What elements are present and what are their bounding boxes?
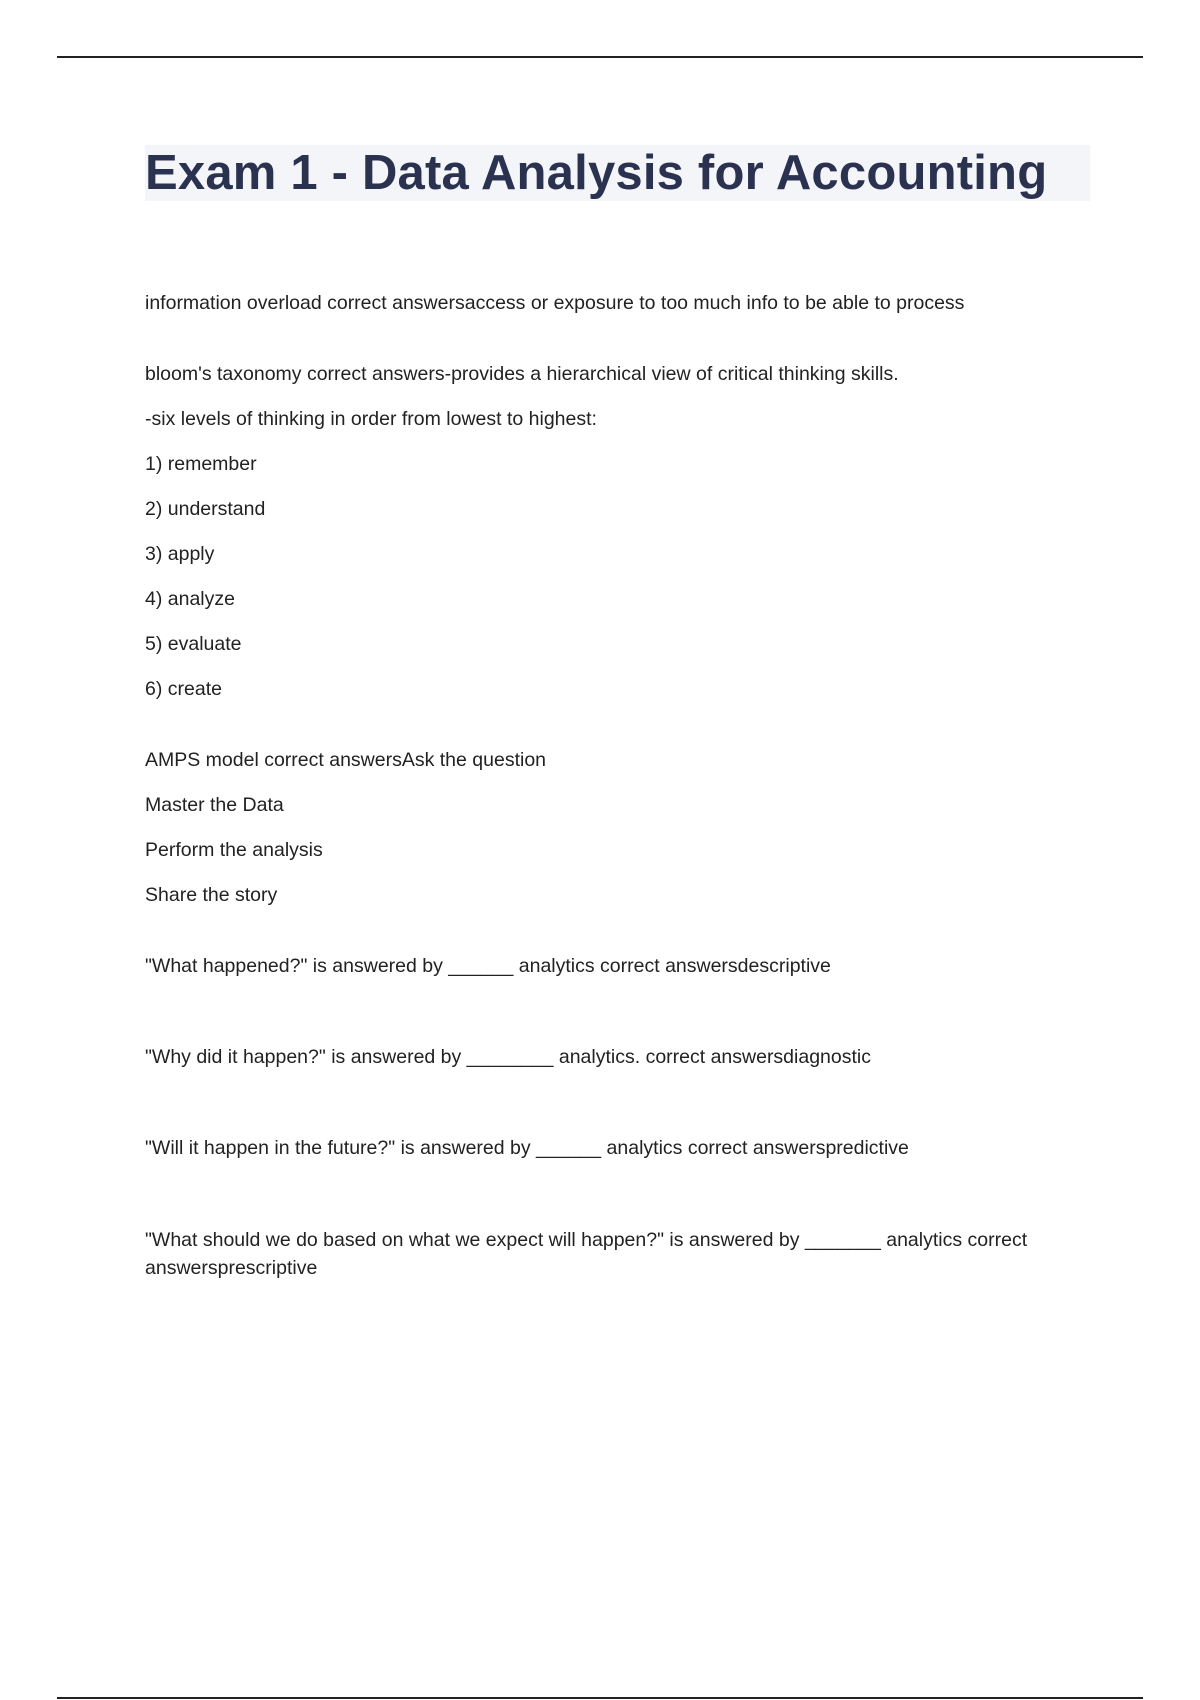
document-title: Exam 1 - Data Analysis for Accounting (145, 146, 1048, 200)
entry-line: Share the story (145, 884, 278, 906)
entry-line: bloom's taxonomy correct answers-provides a hierarchical view of critical thinking skills. (145, 363, 899, 385)
list-item: 3) apply (145, 543, 215, 565)
entry-line: -six levels of thinking in order from lowest to highest: (145, 408, 597, 430)
entry-line: Master the Data (145, 794, 284, 816)
entry-line: "What should we do based on what we expect will happen?" is answered by _______ analytics correct answersprescriptive (145, 1229, 1028, 1279)
entry-diagnostic (145, 1044, 1080, 1071)
entry-descriptive (145, 953, 1080, 980)
header-rule (57, 56, 1143, 58)
entry-prescriptive (145, 1226, 1080, 1282)
list-item: 5) evaluate (145, 633, 242, 655)
list-item: 4) analyze (145, 588, 235, 610)
entry-line: AMPS model correct answersAsk the question (145, 749, 547, 771)
entry-line: "Will it happen in the future?" is answered by ______ analytics correct answerspredictive (145, 1137, 909, 1159)
entry-blooms-taxonomy (145, 361, 1080, 703)
entry-line: Perform the analysis (145, 839, 323, 861)
entry-information-overload (145, 290, 1080, 317)
document-body (145, 290, 1080, 1326)
entry-amps-model (145, 747, 1080, 909)
entry-predictive (145, 1135, 1080, 1162)
footer-rule (57, 1697, 1143, 1699)
list-item: 6) create (145, 678, 222, 700)
list-item: 2) understand (145, 498, 266, 520)
entry-line: information overload correct answersaccess or exposure to too much info to be able to process (145, 292, 965, 314)
entry-line: "Why did it happen?" is answered by ________ analytics. correct answersdiagnostic (145, 1046, 871, 1068)
entry-line: "What happened?" is answered by ______ analytics correct answersdescriptive (145, 955, 831, 977)
list-item: 1) remember (145, 453, 257, 475)
